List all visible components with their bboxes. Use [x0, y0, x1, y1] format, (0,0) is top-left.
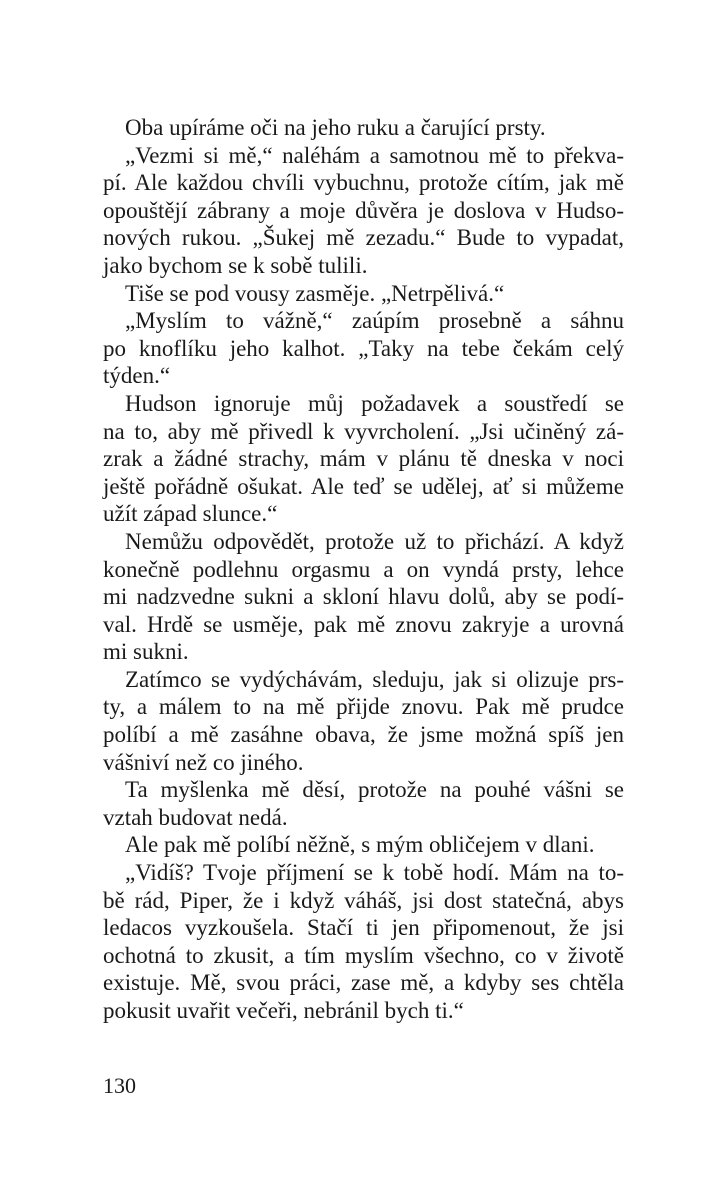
text-line: „Vidíš? Tvoje příjmení se k tobě hodí. Mám na to- [125, 860, 624, 886]
text-line: „Myslím to vážně,“ zaúpím prosebně a sáhnu [125, 308, 624, 334]
text-line: bě rád, Piper, že i když váháš, jsi dost statečná, abys [103, 887, 624, 913]
text-line: „Vezmi si mě,“ naléhám a samotnou mě to překva- [125, 142, 624, 168]
text-line: jako bychom se k sobě tulili. [103, 252, 368, 278]
page-number: 130 [103, 1073, 136, 1098]
text-line: užít západ slunce.“ [103, 501, 278, 527]
text-line: vztah budovat nedá. [103, 804, 288, 830]
text-line: mi sukni. [103, 639, 189, 665]
paragraph [103, 307, 624, 390]
text-line: ještě pořádně ošukat. Ale teď se udělej, ať si můžeme [103, 473, 624, 499]
text-line: Tiše se pod vousy zasměje. „Netrpělivá.“ [125, 280, 505, 306]
text-line: Nemůžu odpovědět, protože už to přichází. A když [125, 528, 624, 554]
text-line: pí. Ale každou chvíli vybuchnu, protože cítím, jak mě [103, 170, 624, 196]
text-line: konečně podlehnu orgasmu a on vyndá prsty, lehce [103, 556, 624, 582]
text-line: na to, aby mě přivedl k vyvrcholení. „Jsi učiněný zá- [103, 418, 624, 444]
text-line: existuje. Mě, svou práci, zase mě, a kdyby ses chtěla [103, 970, 624, 996]
text-line: Zatímco se vydýchávám, sleduju, jak si olizuje prs- [125, 666, 624, 692]
text-line: ochotná to zkusit, a tím myslím všechno, co v životě [103, 942, 624, 968]
paragraph [103, 142, 624, 280]
text-line: opouštějí zábrany a moje důvěra je doslova v Hudso- [103, 197, 624, 223]
paragraph [103, 666, 624, 776]
text-line: Hudson ignoruje můj požadavek a soustředí se [125, 390, 624, 416]
paragraph [103, 390, 624, 528]
paragraph [103, 831, 624, 859]
paragraph [103, 776, 624, 831]
text-line: Ta myšlenka mě děsí, protože na pouhé vášni se [125, 777, 624, 803]
text-line: Oba upíráme oči na jeho ruku a čarující prsty. [125, 115, 546, 140]
paragraph [103, 114, 624, 142]
text-line: Ale pak mě políbí něžně, s mým obličejem v dlani. [125, 832, 595, 858]
text-line: nových rukou. „Šukej mě zezadu.“ Bude to vypadat, [103, 225, 624, 251]
text-line: po knoflíku jeho kalhot. „Taky na tebe čekám celý [103, 335, 624, 361]
text-line: pokusit uvařit večeři, nebránil bych ti.“ [103, 998, 464, 1023]
paragraph [103, 280, 624, 308]
text-line: val. Hrdě se usměje, pak mě znovu zakryje a urovná [103, 611, 624, 637]
paragraph [103, 528, 624, 666]
text-line: vášniví než co jiného. [103, 749, 304, 775]
text-line: mi nadzvedne sukni a skloní hlavu dolů, aby se podí- [103, 584, 624, 610]
text-line: ledacos vyzkoušela. Stačí ti jen připomenout, že jsi [103, 915, 624, 941]
paragraph [103, 859, 624, 1025]
body-text [103, 114, 624, 1025]
text-line: ty, a málem to na mě přijde znovu. Pak mě prudce [103, 694, 624, 720]
text-line: týden.“ [103, 363, 171, 389]
text-line: políbí a mě zasáhne obava, že jsme možná spíš jen [103, 722, 624, 748]
text-line: zrak a žádné strachy, mám v plánu tě dneska v noci [103, 446, 624, 472]
